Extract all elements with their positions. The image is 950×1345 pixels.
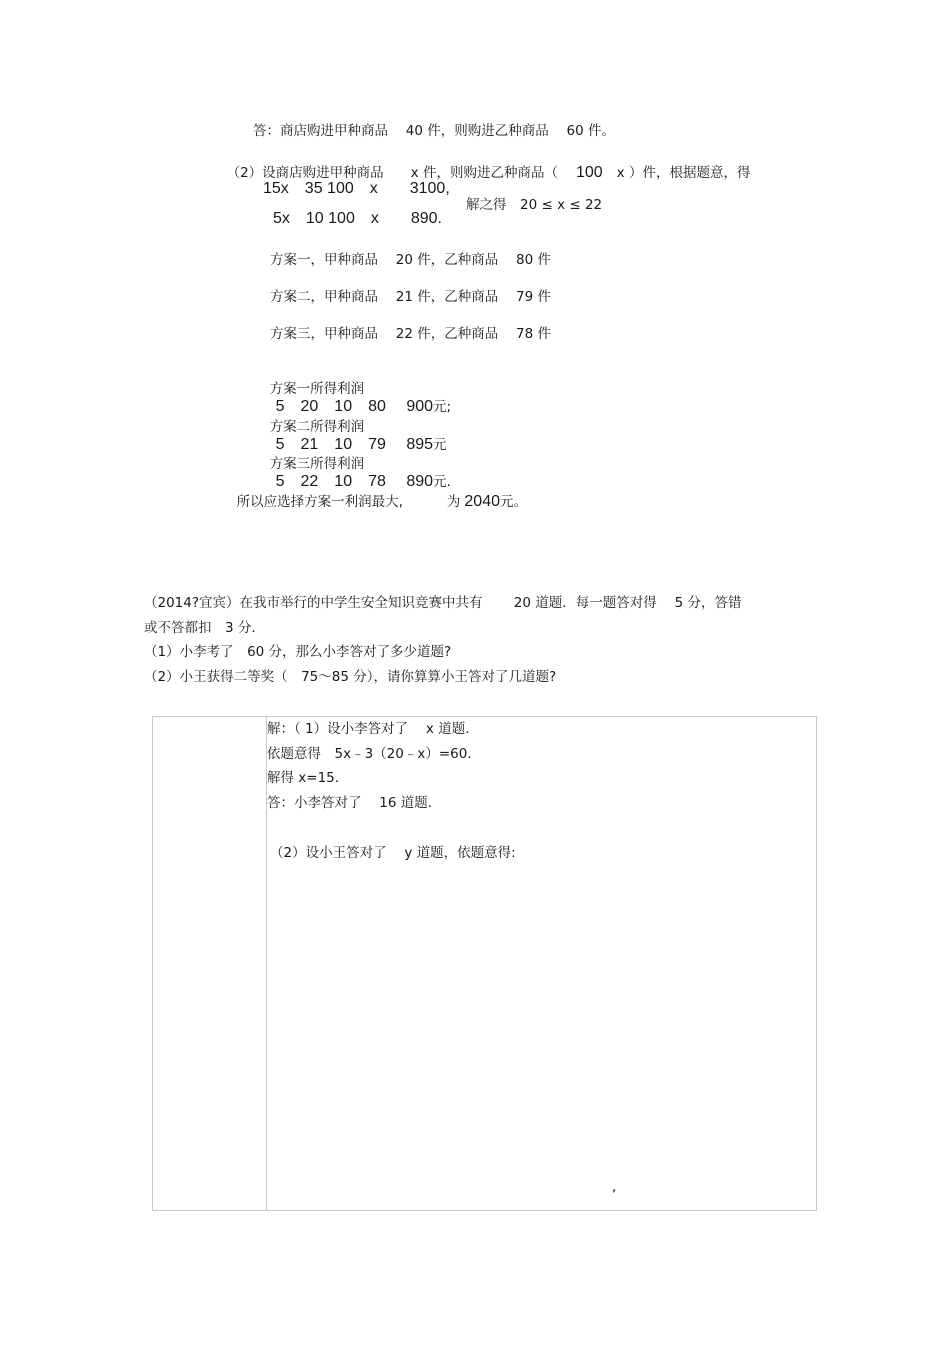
answer-line: 答：商店购进甲种商品 40 件，则购进乙种商品 60 件。: [253, 123, 616, 139]
problem-stem-line2: 或不答都扣 3 分．: [144, 620, 265, 636]
plan-3: 方案三，甲种商品 22 件，乙种商品 78 件: [270, 326, 552, 342]
profit-3-unit: 元.: [433, 474, 451, 490]
answer-line-1: 解：（ 1）设小李答对了 x 道题．: [267, 721, 479, 737]
profit-2-expr: 5 21 10 79 895: [275, 436, 434, 453]
answer-line-3: 解得 x=15．: [267, 770, 349, 786]
conclusion-value: 2040: [464, 493, 500, 510]
q2-intro-a: （2）设商店购进甲种商品 x 件，则购进乙种商品（: [226, 165, 558, 181]
conclusion-d: 元。: [499, 494, 527, 510]
conclusion: [228, 475, 527, 511]
profit-1-expr: 5 20 10 80 900: [275, 398, 434, 415]
q2-intro-c: x ）件，根据题意，得: [616, 165, 751, 181]
profit-2-unit: 元: [433, 437, 447, 453]
profit-3-label: 方案三所得利润: [269, 456, 365, 472]
q2-intro-b: 100: [575, 164, 603, 181]
q2-intro: [218, 146, 750, 182]
profit-1-unit: 元;: [433, 399, 452, 415]
answer-table: [152, 716, 817, 1211]
problem-question-1: （1）小李考了 60 分，那么小李答对了多少道题?: [144, 644, 452, 660]
answer-part2: （2）设小王答对了 y 道题，依题意得:: [270, 845, 516, 861]
answer-line-2: 依题意得 5x﹣3（20﹣x）=60．: [267, 746, 481, 762]
stray-mark: ,: [612, 1179, 617, 1195]
conclusion-a: 所以应选择方案一利润最大,: [236, 494, 403, 510]
problem-question-2: （2）小王获得二等奖（ 75～85 分），请你算算小王答对了几道题?: [144, 669, 557, 685]
plan-2: 方案二，甲种商品 21 件，乙种商品 79 件: [270, 289, 552, 305]
solution-range: 解之得 20 ≤ x ≤ 22: [466, 197, 603, 213]
problem-stem-line1: （2014?宜宾）在我市举行的中学生安全知识竞赛中共有 20 道题．每一题答对得 5 分，答错: [144, 595, 742, 611]
conclusion-b: 为: [446, 494, 461, 510]
inequality-1: 15x 35 100 x 3100,: [263, 180, 450, 197]
table-divider: [266, 717, 267, 1210]
profit-2-label: 方案二所得利润: [269, 419, 365, 435]
profit-3-expr: 5 22 10 78 890: [275, 473, 434, 490]
inequality-2: 5x 10 100 x 890.: [273, 210, 442, 227]
profit-1-label: 方案一所得利润: [269, 381, 365, 397]
answer-line-4: 答：小李答对了 16 道题．: [267, 795, 442, 811]
plan-1: 方案一，甲种商品 20 件，乙种商品 80 件: [270, 252, 552, 268]
